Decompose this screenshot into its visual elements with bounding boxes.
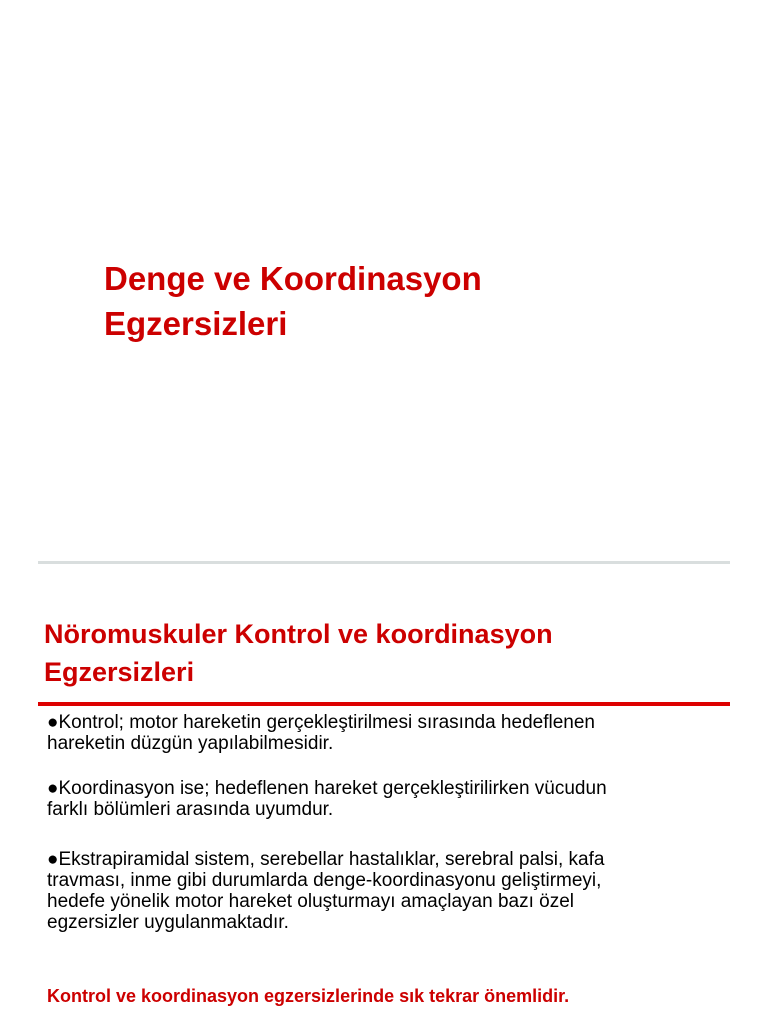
bullet-line: ●Ekstrapiramidal sistem, serebellar hastalıklar, serebral palsi, kafa <box>47 849 605 870</box>
emphasis-note: Kontrol ve koordinasyon egzersizlerinde sık tekrar önemlidir. <box>47 986 570 1006</box>
title-underline <box>38 702 730 706</box>
bullet-item-coordination <box>47 778 727 820</box>
slide2-title <box>44 615 744 691</box>
bullet-line: hareketin düzgün yapılabilmesidir. <box>47 733 334 754</box>
bullet-line: ●Koordinasyon ise; hedeflenen hareket gerçekleştirilirken vücudun <box>47 778 607 799</box>
slide-divider <box>38 561 730 564</box>
slide1-title-line-2: Egzersizleri <box>104 305 288 342</box>
bullet-line: ●Kontrol; motor hareketin gerçekleştirilmesi sırasında hedeflenen <box>47 712 595 733</box>
bullet-item-extrapyramidal <box>47 849 727 933</box>
bullet-line: hedefe yönelik motor hareket oluşturmayı amaçlayan bazı özel <box>47 891 574 912</box>
bullet-line: travması, inme gibi durumlarda denge-koordinasyonu geliştirmeyi, <box>47 870 602 891</box>
slide2-title-line-2: Egzersizleri <box>44 657 195 687</box>
slide2-title-line-1: Nöromuskuler Kontrol ve koordinasyon <box>44 619 553 649</box>
bullet-line: egzersizler uygulanmaktadır. <box>47 912 289 933</box>
bullet-item-control <box>47 712 727 754</box>
slide1-title <box>104 256 704 346</box>
slide1-title-line-1: Denge ve Koordinasyon <box>104 260 482 297</box>
bullet-line: farklı bölümleri arasında uyumdur. <box>47 799 334 820</box>
